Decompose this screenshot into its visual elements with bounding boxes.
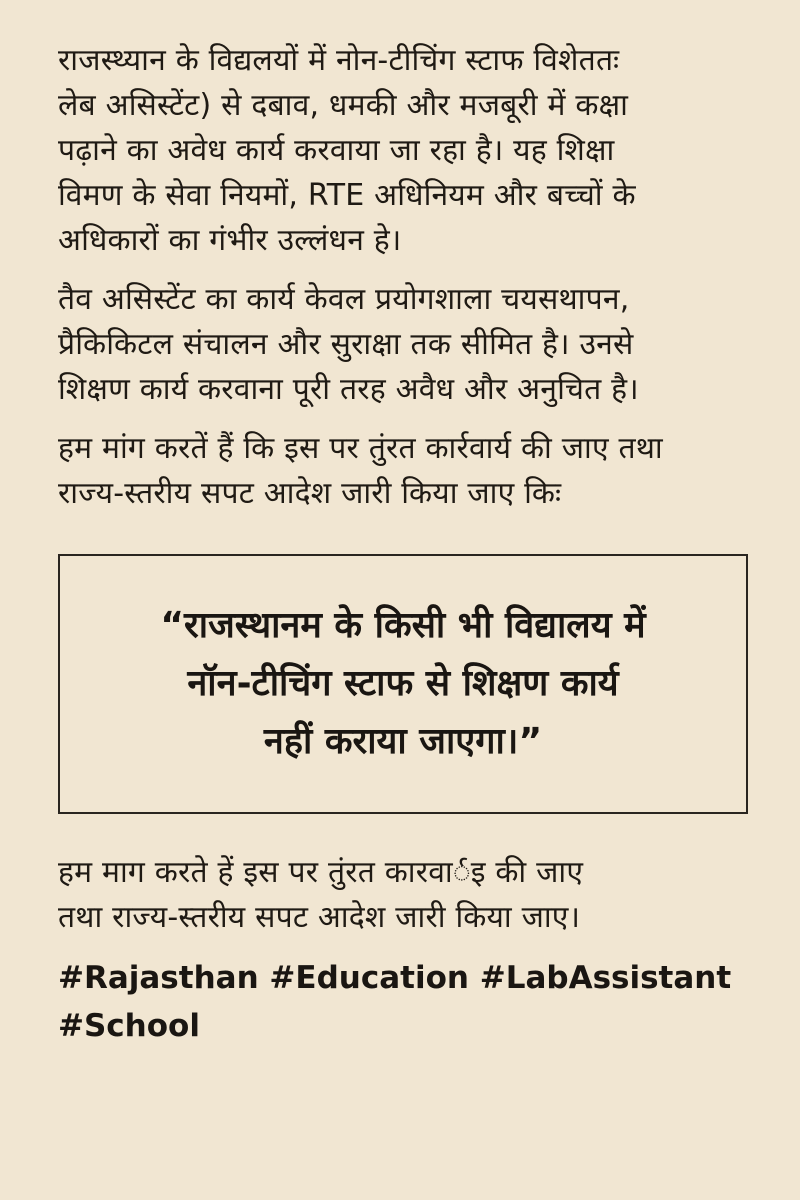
text-line: पढ़ाने का अवेध कार्य करवाया जा रहा है। यह शिक्षा bbox=[58, 133, 615, 168]
hashtag-line: #School bbox=[58, 1008, 200, 1044]
quote-line: नहीं कराया जाएगा।” bbox=[263, 721, 543, 762]
text-line: राज्य-स्तरीय सपट आदेश जारी किया जाए किः bbox=[58, 476, 562, 511]
quote-box bbox=[58, 554, 748, 814]
hashtag-line: #Rajasthan #Education #LabAssistant bbox=[58, 960, 732, 996]
closing-paragraph bbox=[58, 850, 748, 940]
text-line: विमण के सेवा नियमों, RTE अधिनियम और बच्चों के bbox=[58, 178, 636, 213]
text-line: अधिकारों का गंभीर उल्लंधन हे। bbox=[58, 223, 402, 258]
text-line: शिक्षण कार्य करवाना पूरी तरह अवैध और अनुचित है। bbox=[58, 372, 639, 407]
text-line: प्रैकिकिटल संचालन और सुराक्षा तक सीमित है। उनसे bbox=[58, 327, 634, 362]
text-line: तैव असिस्टेंट का कार्य केवल प्रयोगशाला चयसथापन, bbox=[58, 282, 630, 317]
quote-line: “राजस्थानम के किसी भी विद्यालय में bbox=[160, 605, 646, 646]
intro-paragraph bbox=[58, 38, 748, 263]
demand-paragraph bbox=[58, 426, 748, 516]
text-line: लेब असिस्टेंट) से दबाव, धमकी और मजबूरी में कक्षा bbox=[58, 88, 629, 123]
hashtags bbox=[58, 954, 748, 1050]
text-line: राजस्थ्यान के विद्यलयों में नोन-टीचिंग स्टाफ विशेततः bbox=[58, 43, 620, 78]
text-line: हम मांग करतें हैं कि इस पर तुंरत कार्रवार्य की जाए तथा bbox=[58, 431, 663, 466]
text-line: तथा राज्य-स्तरीय सपट आदेश जारी किया जाए। bbox=[58, 900, 581, 935]
text-line: हम माग करते हें इस पर तुंरत कारवार्इ की जाए bbox=[58, 855, 584, 890]
quote-line: नॉन-टीचिंग स्टाफ से शिक्षण कार्य bbox=[187, 663, 619, 704]
lab-assistant-role-paragraph bbox=[58, 277, 748, 412]
